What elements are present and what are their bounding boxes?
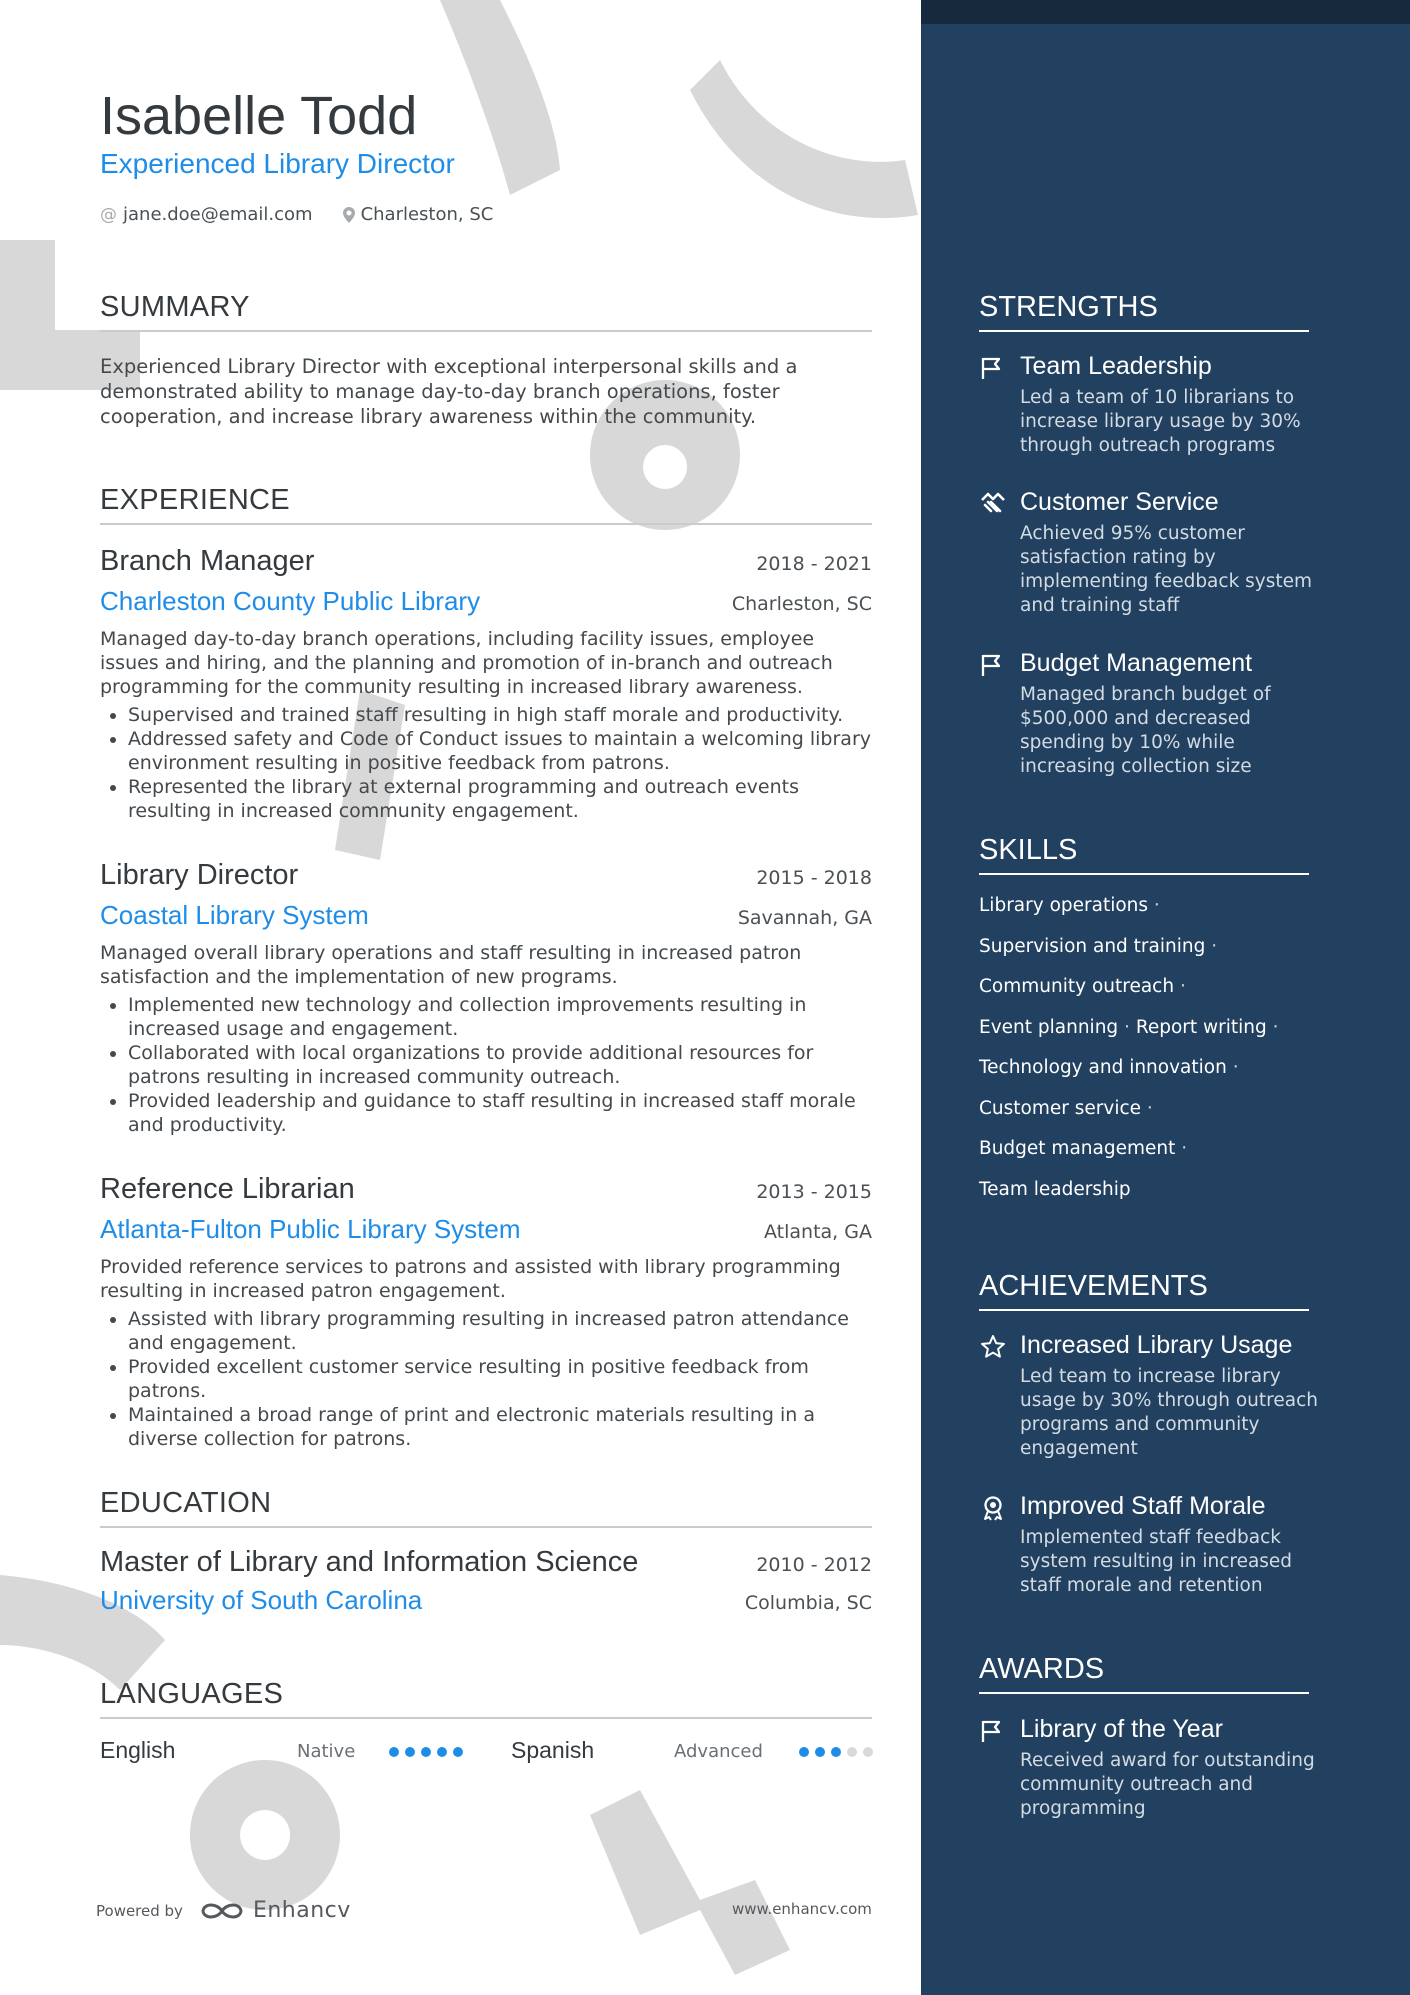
job-location: Savannah, GA bbox=[737, 907, 872, 929]
achievement-description: Led team to increase library usage by 30% through outreach programs and community engagement bbox=[1020, 1366, 1318, 1459]
handshake-icon bbox=[979, 490, 1007, 518]
skill-item: Event planning bbox=[979, 1016, 1119, 1038]
rating-dot bbox=[437, 1747, 447, 1757]
rating-dot bbox=[389, 1747, 399, 1757]
skill-separator: · bbox=[1266, 1016, 1279, 1038]
strength-item bbox=[979, 647, 1319, 779]
achievement-item bbox=[979, 1490, 1319, 1598]
job-bullets bbox=[100, 1307, 872, 1451]
candidate-name: Isabelle Todd bbox=[100, 86, 418, 146]
star-icon bbox=[979, 1333, 1007, 1361]
summary-heading: SUMMARY bbox=[100, 291, 872, 332]
languages-heading: LANGUAGES bbox=[100, 1678, 872, 1719]
skills-row bbox=[979, 1098, 1319, 1139]
job-dates: 2015 - 2018 bbox=[756, 867, 872, 889]
experience-heading: EXPERIENCE bbox=[100, 484, 872, 525]
rating-dot bbox=[405, 1747, 415, 1757]
award-item bbox=[979, 1713, 1319, 1821]
skill-item: Team leadership bbox=[979, 1178, 1131, 1200]
rating-dot bbox=[421, 1747, 431, 1757]
job-entry bbox=[100, 1173, 872, 1451]
skills-row bbox=[979, 936, 1319, 977]
skill-separator: · bbox=[1174, 976, 1186, 997]
brand-name: Enhancv bbox=[252, 1898, 351, 1923]
location-text: Charleston, SC bbox=[360, 204, 494, 225]
job-bullet: • Addressed safety and Code of Conduct issues to maintain a welcoming library environment resulting in positive feedback from patrons. bbox=[128, 727, 872, 775]
rating-dot bbox=[863, 1747, 873, 1757]
education-dates: 2010 - 2012 bbox=[756, 1554, 872, 1576]
education-heading: EDUCATION bbox=[100, 1487, 872, 1528]
skills-row bbox=[979, 1017, 1319, 1058]
flag-icon bbox=[979, 651, 1007, 679]
job-title: Reference Librarian bbox=[100, 1173, 355, 1205]
strength-title: Budget Management bbox=[1020, 649, 1253, 677]
email-text: jane.doe@email.com bbox=[123, 204, 313, 225]
strength-title: Customer Service bbox=[1020, 488, 1219, 516]
skills-heading: SKILLS bbox=[979, 834, 1309, 875]
skill-separator: · bbox=[1141, 1097, 1153, 1119]
skills-row bbox=[979, 976, 1319, 1017]
flag-icon bbox=[979, 354, 1007, 382]
skill-separator: · bbox=[1205, 935, 1218, 957]
achievement-title: Improved Staff Morale bbox=[1020, 1492, 1266, 1520]
strengths-heading: STRENGTHS bbox=[979, 291, 1309, 332]
language-rating bbox=[389, 1747, 463, 1757]
strength-item bbox=[979, 486, 1319, 618]
job-bullet: • Provided leadership and guidance to staff resulting in increased staff morale and productivity. bbox=[128, 1089, 872, 1137]
contact-info bbox=[100, 204, 493, 225]
awards-heading: AWARDS bbox=[979, 1653, 1309, 1694]
footer-branding bbox=[96, 1898, 351, 1923]
strength-title: Team Leadership bbox=[1020, 352, 1212, 380]
powered-by-text: Powered by bbox=[96, 1901, 183, 1920]
skills-row bbox=[979, 895, 1319, 936]
language-name: Spanish bbox=[511, 1737, 595, 1763]
skill-item: Budget management bbox=[979, 1138, 1176, 1159]
skill-item: Technology and innovation bbox=[979, 1057, 1227, 1078]
strength-description: Led a team of 10 librarians to increase library usage by 30% through outreach programs bbox=[1020, 387, 1301, 456]
job-bullet: • Represented the library at external programming and outreach events resulting in increased community engagement. bbox=[128, 775, 872, 823]
rating-dot bbox=[831, 1747, 841, 1757]
job-bullet: • Collaborated with local organizations to provide additional resources for patrons resulting in increased community outreach. bbox=[128, 1041, 872, 1089]
skills-row bbox=[979, 1179, 1319, 1220]
skill-separator: · bbox=[1148, 895, 1160, 916]
job-company: Charleston County Public Library bbox=[100, 586, 481, 616]
job-dates: 2018 - 2021 bbox=[756, 553, 872, 575]
sidebar-top-bar bbox=[921, 0, 1410, 24]
language-level: Native bbox=[297, 1741, 356, 1762]
job-description: Provided reference services to patrons and assisted with library programming resulting in increased patron engagement. bbox=[100, 1256, 841, 1302]
job-bullet: • Assisted with library programming resulting in increased patron attendance and engagement. bbox=[128, 1307, 872, 1355]
rating-dot bbox=[815, 1747, 825, 1757]
job-entry bbox=[100, 859, 872, 1137]
job-bullet: • Implemented new technology and collection improvements resulting in increased usage and engagement. bbox=[128, 993, 872, 1041]
language-level: Advanced bbox=[674, 1741, 763, 1762]
strength-description: Achieved 95% customer satisfaction rating by implementing feedback system and training staff bbox=[1020, 523, 1313, 616]
job-location: Charleston, SC bbox=[731, 593, 872, 615]
job-bullets bbox=[100, 703, 872, 823]
achievement-description: Implemented staff feedback system resulting in increased staff morale and retention bbox=[1020, 1527, 1293, 1596]
skills-row bbox=[979, 1057, 1319, 1098]
enhancv-logo[interactable] bbox=[199, 1898, 351, 1923]
award-title: Library of the Year bbox=[1020, 1715, 1223, 1743]
job-bullets bbox=[100, 993, 872, 1137]
job-bullet: • Provided excellent customer service resulting in positive feedback from patrons. bbox=[128, 1355, 872, 1403]
rating-dot bbox=[847, 1747, 857, 1757]
job-entry bbox=[100, 545, 872, 823]
job-company: Atlanta-Fulton Public Library System bbox=[100, 1214, 521, 1244]
footer-url[interactable]: www.enhancv.com bbox=[732, 1900, 872, 1918]
skill-item: Community outreach bbox=[979, 976, 1175, 997]
skill-item: Customer service bbox=[979, 1097, 1142, 1119]
flag-icon bbox=[979, 1717, 1007, 1745]
school-location: Columbia, SC bbox=[744, 1592, 872, 1614]
education-entry bbox=[100, 1546, 872, 1616]
job-location: Atlanta, GA bbox=[764, 1221, 872, 1243]
contact-location bbox=[343, 204, 494, 225]
rating-dot bbox=[799, 1747, 809, 1757]
skill-separator: · bbox=[1118, 1016, 1136, 1038]
job-bullet: • Maintained a broad range of print and electronic materials resulting in a diverse collection for patrons. bbox=[128, 1403, 872, 1451]
achievements-heading: ACHIEVEMENTS bbox=[979, 1270, 1309, 1311]
skills-row bbox=[979, 1138, 1319, 1179]
at-icon: @ bbox=[100, 204, 117, 225]
languages-row bbox=[100, 1737, 872, 1773]
summary-text: Experienced Library Director with exceptional interpersonal skills and a demonstrated ability to manage day-to-day branch operations, foster cooperation, and increase library awareness within the community. bbox=[100, 355, 798, 428]
language-rating bbox=[799, 1747, 873, 1757]
award-ribbon-icon bbox=[979, 1494, 1007, 1522]
language-name: English bbox=[100, 1737, 176, 1763]
skill-separator: · bbox=[1226, 1057, 1239, 1078]
infinity-logo-icon bbox=[199, 1900, 245, 1922]
skills-list bbox=[979, 895, 1319, 1219]
school-name: University of South Carolina bbox=[100, 1585, 423, 1615]
candidate-title: Experienced Library Director bbox=[100, 148, 455, 179]
job-bullet: • Supervised and trained staff resulting in high staff morale and productivity. bbox=[128, 703, 872, 727]
skill-item: Supervision and training bbox=[979, 935, 1206, 957]
strength-item bbox=[979, 350, 1319, 458]
location-pin-icon bbox=[343, 207, 355, 223]
job-dates: 2013 - 2015 bbox=[756, 1181, 872, 1203]
skill-item: Library operations bbox=[979, 895, 1149, 916]
job-title: Library Director bbox=[100, 859, 299, 891]
contact-email[interactable] bbox=[100, 204, 313, 225]
skill-separator: · bbox=[1175, 1138, 1188, 1159]
job-description: Managed day-to-day branch operations, including facility issues, employee issues and hiring, and the planning and promotion of in-branch and outreach programming for the community resulting in increased library awareness. bbox=[100, 628, 833, 698]
achievement-title: Increased Library Usage bbox=[1020, 1331, 1293, 1359]
degree-title: Master of Library and Information Science bbox=[100, 1546, 639, 1578]
job-description: Managed overall library operations and staff resulting in increased patron satisfaction and the implementation of new programs. bbox=[100, 942, 802, 988]
skill-item: Report writing bbox=[1135, 1016, 1267, 1038]
job-company: Coastal Library System bbox=[100, 900, 369, 930]
rating-dot bbox=[453, 1747, 463, 1757]
award-description: Received award for outstanding community outreach and programming bbox=[1020, 1750, 1315, 1819]
sidebar bbox=[921, 0, 1410, 1995]
job-title: Branch Manager bbox=[100, 545, 315, 577]
achievement-item bbox=[979, 1329, 1319, 1461]
strength-description: Managed branch budget of $500,000 and decreased spending by 10% while increasing collection size bbox=[1020, 684, 1271, 777]
